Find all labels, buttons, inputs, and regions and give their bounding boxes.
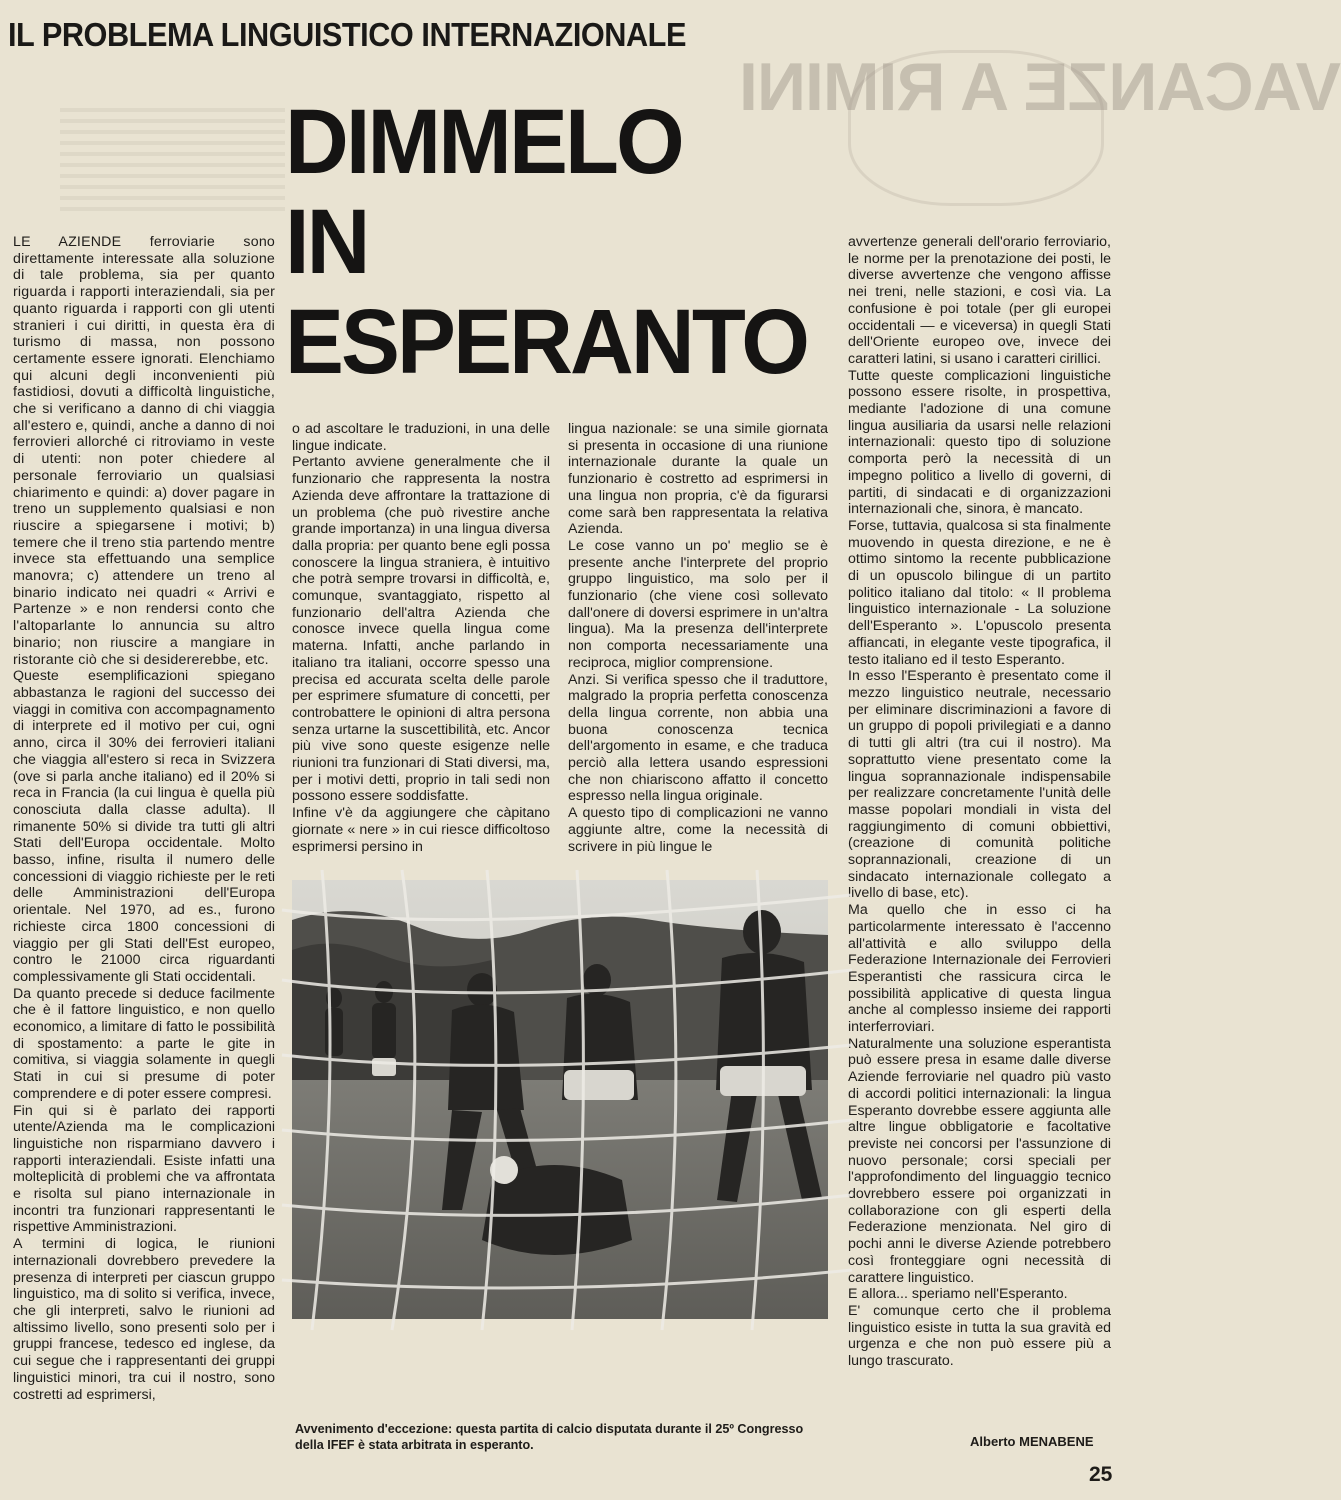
paragraph: Le cose vanno un po' meglio se è presente anche l'interprete del proprio gruppo linguistico, ma solo per il funzionario (che viene così sollevato dall'onere di doversi esprimere in un'altra lingua). Ma la presenza dell'interprete non comporta necessariamente una reciproca, miglior comprensione. bbox=[568, 537, 828, 671]
paragraph: E' comunque certo che il problema linguistico esiste in tutta la sua gravità ed urgenza e che non può essere più a lungo trascurato. bbox=[848, 1303, 1111, 1370]
paragraph: Anzi. Si verifica spesso che il traduttore, malgrado la propria perfetta conoscenza della lingua corrente, non abbia una buona conoscenza tecnica dell'argomento in esame, e che traduca perciò alla lettera usando espressioni che non chiariscono affatto il concetto espresso nella lingua originale. bbox=[568, 671, 828, 805]
article-column-4 bbox=[848, 234, 1111, 1430]
paragraph: Da quanto precede si deduce facilmente che è il fattore linguistico, e non quello economico, a limitare di fatto le possibilità di spostamento: a parte le gite in comitiva, si viaggia solamente in quegli Stati in cui si presume di poter comprendere e di poter essere compresi. bbox=[13, 985, 275, 1102]
paragraph: Naturalmente una soluzione esperantista può essere presa in esame dalle diverse Aziende ferroviarie nel quadro più vasto di accordi politici internazionali: la lingua Esperanto dovrebbe essere aggiunta alle altre lingue obbligatorie e facoltative previste nei concorsi per l'assunzione di nuovo personale; corsi speciali per l'approfondimento del linguaggio tecnico dovrebbero essere poi organizzati in collaborazione con gli esperti della Federazione menzionata. Nel giro di pochi anni le diverse Aziende potrebbero così fronteggiare ogni necessità di carattere linguistico. bbox=[848, 1035, 1111, 1286]
paragraph: lingua nazionale: se una simile giornata si presenta in occasione di una riunione internazionale durante la quale un funzionario è costretto ad esprimersi in una lingua non propria, c'è da figurarsi come sarà ben rappresentata la relativa Azienda. bbox=[568, 421, 828, 538]
headline-line-1: DIMMELO bbox=[285, 91, 682, 193]
bleed-through-logo bbox=[848, 50, 1104, 206]
paragraph: Forse, tuttavia, qualcosa si sta finalmente muovendo in questa direzione, e ne è ottimo sintomo la recente pubblicazione di un opuscolo bilingue di un partito politico italiano dal titolo: « Il problema linguistico internazionale - La soluzione dell'Esperanto ». L'opuscolo presenta affiancati, in elegante veste tipografica, il testo italiano ed il testo Esperanto. bbox=[848, 517, 1111, 668]
article-column-1 bbox=[13, 234, 275, 1474]
article-headline bbox=[285, 92, 829, 392]
paragraph: o ad ascoltare le traduzioni, in una delle lingue indicate. bbox=[292, 421, 550, 454]
headline-line-3: ESPERANTO bbox=[285, 291, 808, 393]
page-number: 25 bbox=[1089, 1463, 1113, 1486]
paragraph: Infine v'è da aggiungere che càpitano giornate « nere » in cui riesce difficoltoso esprimersi persino in bbox=[292, 805, 550, 855]
author-byline: Alberto MENABENE bbox=[970, 1434, 1094, 1449]
football-match-photo bbox=[292, 880, 828, 1319]
paragraph: Pertanto avviene generalmente che il funzionario che rappresenta la nostra Azienda deve affrontare la trattazione di un problema (che può rivestire anche grande importanza) in una lingua diversa dalla propria: per quanto bene egli possa conoscere la lingua straniera, è intuitivo che potrà sempre trovarsi in difficoltà, e, comunque, svantaggiato, rispetto al funzionario dell'altra Azienda che conosce invece quella lingua come materna. Infatti, anche parlando in italiano tra italiani, occorre spesso una precisa ed accurata scelta delle parole per esprimere sfumature di concetti, per controbattere le opinioni di altra persona senza urtarne la suscettibilità, etc. Ancor più vive sono queste esigenze nelle riunioni tra funzionari di Stati diversi, ma, per i motivi detti, proprio in tali sedi non possono essere soddisfatte. bbox=[292, 454, 550, 805]
bleed-through-text: VACANZE A RIMINI bbox=[740, 49, 1341, 125]
paragraph: In esso l'Esperanto è presentato come il mezzo linguistico neutrale, necessario per eliminare discriminazioni a favore di un gruppo di popoli privilegiati e a danno di tutti gli altri (tra cui il nostro). Ma soprattutto viene presentato come la lingua soprannazionale indispensabile per realizzare concretamente l'unità delle masse popolari mondiali in vista del raggiungimento di comuni obbiettivi, (creazione di comunità politiche soprannazionali, creazione di un sindacato internazionale collegato a livello di base, etc). bbox=[848, 668, 1111, 902]
article-column-3 bbox=[568, 421, 828, 873]
photo-illustration bbox=[292, 880, 828, 1319]
paragraph: Ma quello che in esso ci ha particolarmente interessato è l'accenno all'attività e allo sviluppo della Federazione Internazionale dei Ferrovieri Esperantisti che rassicura circa le possibilità applicative di questa lingua anche al complesso insieme dei rapporti interferroviari. bbox=[848, 902, 1111, 1036]
paragraph: A termini di logica, le riunioni internazionali dovrebbero prevedere la presenza di interpreti per ciascun gruppo linguistico, ma di solito si verifica, invece, che gli interpreti, salvo le riunioni ad altissimo livello, sono presenti solo per i gruppi francese, tedesco ed inglese, da cui segue che i rappresentanti dei gruppi linguistici minori, tra cui il nostro, sono costretti ad esprimersi, bbox=[13, 1236, 275, 1403]
section-kicker: IL PROBLEMA LINGUISTICO INTERNAZIONALE bbox=[8, 16, 686, 53]
paragraph: Queste esemplificazioni spiegano abbastanza le ragioni del successo dei viaggi in comitiva con accompagnamento di interprete ed il motivo per cui, ogni anno, circa il 30% dei ferrovieri italiani che viaggia all'estero si reca in Svizzera (ove si parla anche italiano) ed il 20% si reca in Francia (la cui lingua è quella più conosciuta dalla classe adulta). Il rimanente 50% si divide tra tutti gli altri Stati dell'Europa occidentale. Molto basso, infine, risulta il numero delle concessioni di viaggio richieste per le reti delle Amministrazioni dell'Europa orientale. Nel 1970, ad es., furono richieste circa 1800 concessioni di viaggio per gli Stati dell'Est europeo, contro le 21000 circa riguardanti complessivamente gli Stati occidentali. bbox=[13, 668, 275, 985]
paragraph: Tutte queste complicazioni linguistiche possono essere risolte, in prospettiva, mediante l'adozione di una comune lingua ausiliaria da usarsi nelle relazioni internazionali: questo tipo di soluzione comporta però la necessità di un impegno politico a livello di governi, di partiti, di sindacati e di organizzazioni internazionali che, sinora, è mancato. bbox=[848, 367, 1111, 518]
article-column-2 bbox=[292, 421, 550, 873]
paragraph: avvertenze generali dell'orario ferroviario, le norme per la prenotazione dei posti, le diverse avvertenze che vengono affisse nei treni, nelle stazioni, e così via. La confusione è poi totale (per gli europei occidentali — e viceversa) in quegli Stati dell'Oriente europeo ove, invece dei caratteri latini, si usano i caratteri cirillici. bbox=[848, 234, 1111, 367]
paragraph: E allora... speriamo nell'Esperanto. bbox=[848, 1286, 1068, 1303]
photo-caption: Avvenimento d'eccezione: questa partita di calcio disputata durante il 25º Congresso della IFEF è stata arbitrata in esperanto. bbox=[295, 1422, 804, 1452]
paragraph: Fin qui si è parlato dei rapporti utente/Azienda ma le complicazioni linguistiche non risparmiano davvero i rapporti interaziendali. Esiste infatti una molteplicità di problemi che va affrontata e risolta sul piano internazionale in incontri tra funzionari rappresentanti le rispettive Amministrazioni. bbox=[13, 1102, 275, 1236]
headline-line-2: IN bbox=[285, 191, 368, 293]
paragraph: LE AZIENDE ferroviarie sono direttamente interessate alla soluzione di tale problema, sia per quanto riguarda i rapporti interaziendali, sia per quanto riguarda i rapporti con gli utenti stranieri i cui diritti, in questa èra di turismo di massa, non possono certamente essere ignorati. Elenchiamo qui alcuni degli inconvenienti più fastidiosi, dovuti a difficoltà linguistiche, che si verificano a danno di chi viaggia all'estero e, quindi, anche a danno di noi ferrovieri allorché ci ritroviamo in veste di utenti: non poter chiedere al personale ferroviario un qualsiasi chiarimento e quindi: a) dover pagare in treno un supplemento qualsiasi e non riuscire a spiegarsene i motivi; b) temere che il treno stia partendo mentre invece sta effettuando una semplice manovra; c) attendere un treno al binario indicato nei quadri « Arrivi e Partenze » e non rendersi conto che l'altoparlante lo annuncia su altro binario; non riuscire a mangiare in ristorante ciò che si desidererebbe, etc. bbox=[13, 234, 275, 668]
paragraph: A questo tipo di complicazioni ne vanno aggiunte altre, come la necessità di scrivere in più lingue le bbox=[568, 805, 828, 855]
bleed-through-block bbox=[60, 108, 285, 218]
